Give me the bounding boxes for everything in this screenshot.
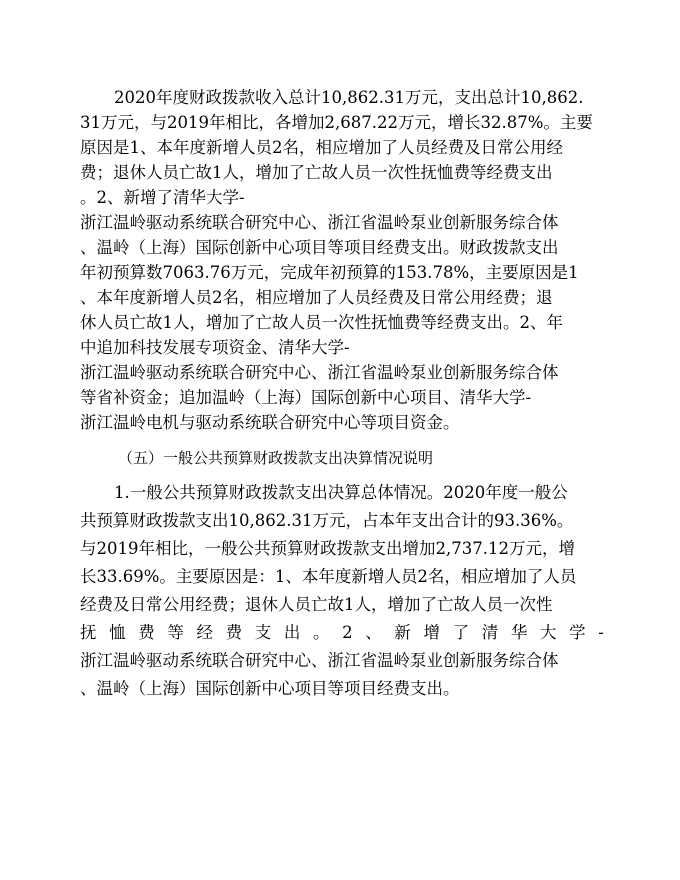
paragraph-line: 、温岭（上海）国际创新中心项目等项目经费支出。 <box>80 679 460 698</box>
text-char: 。 <box>313 623 330 642</box>
paragraph-line: 、温岭（上海）国际创新中心项目等项目经费支出。财政拨款支出 <box>80 238 559 257</box>
text-char: 出 <box>283 623 301 642</box>
paragraph-line: 。2、新增了清华大学- <box>80 188 245 207</box>
paragraph-line: 长33.69%。主要原因是：1、本年度新增人员2名，相应增加了人员 <box>80 567 577 586</box>
paragraph-line: 与2019年相比，一般公共预算财政拨款支出增加2,737.12万元，增 <box>80 539 575 558</box>
paragraph-line: 费；退休人员亡故1人，增加了亡故人员一次性抚恤费等经费支出 <box>80 163 553 182</box>
text-char: 学 <box>569 623 586 642</box>
text-char: 新 <box>394 623 411 642</box>
paragraph-line: 浙江温岭驱动系统联合研究中心、浙江省温岭泵业创新服务综合体 <box>80 651 559 670</box>
paragraph-line: 、本年度新增人员2名，相应增加了人员经费及日常公用经费；退 <box>80 288 553 307</box>
paragraph-line: 浙江温岭驱动系统联合研究中心、浙江省温岭泵业创新服务综合体 <box>80 213 559 232</box>
text-char: 费 <box>138 623 155 642</box>
paragraph-line: 浙江温岭电机与驱动系统联合研究中心等项目资金。 <box>80 413 460 432</box>
text-char: 抚 <box>80 623 97 642</box>
paragraph-line: 浙江温岭驱动系统联合研究中心、浙江省温岭泵业创新服务综合体 <box>80 363 559 382</box>
text-char: 经 <box>196 623 213 642</box>
paragraph-line: 共预算财政拨款支出10,862.31万元，占本年支出合计的93.36%。 <box>80 511 574 530</box>
paragraph-line: 31万元，与2019年相比，各增加2,687.22万元，增长32.87%。主要 <box>80 113 593 132</box>
paragraph-line: 1.一般公共预算财政拨款支出决算总体情况。2020年度一般公 <box>114 483 568 502</box>
paragraph-line: 中追加科技发展专项资金、清华大学- <box>80 338 350 357</box>
paragraph-line: 经费及日常公用经费；退休人员亡故1人，增加了亡故人员一次性 <box>80 595 553 614</box>
text-char: 华 <box>510 623 528 642</box>
paragraph-line: 原因是1、本年度新增人员2名，相应增加了人员经费及日常公用经 <box>80 138 563 157</box>
text-char: 增 <box>423 623 440 642</box>
text-char: - <box>598 623 604 642</box>
text-char: 恤 <box>109 623 126 642</box>
paragraph-line: 2020年度财政拨款收入总计10,862.31万元，支出总计10,862. <box>114 88 584 107</box>
text-char: 支 <box>254 623 272 642</box>
text-char: 等 <box>167 623 184 642</box>
text-char: 大 <box>540 623 557 642</box>
text-char: 清 <box>481 623 499 642</box>
paragraph-line: 等省补资金；追加温岭（上海）国际创新中心项目、清华大学- <box>80 388 532 407</box>
text-char: 、 <box>365 623 382 642</box>
paragraph-line: 年初预算数7063.76万元，完成年初预算的153.78%，主要原因是1 <box>80 263 579 282</box>
text-char: 2 <box>342 623 353 642</box>
section-heading: （五）一般公共预算财政拨款支出决算情况说明 <box>118 449 434 467</box>
text-char: 费 <box>225 623 243 642</box>
paragraph-line: 休人员亡故1人，增加了亡故人员一次性抚恤费等经费支出。2、年 <box>80 313 563 332</box>
text-char: 了 <box>452 623 470 642</box>
paragraph-line-justified <box>80 621 604 645</box>
